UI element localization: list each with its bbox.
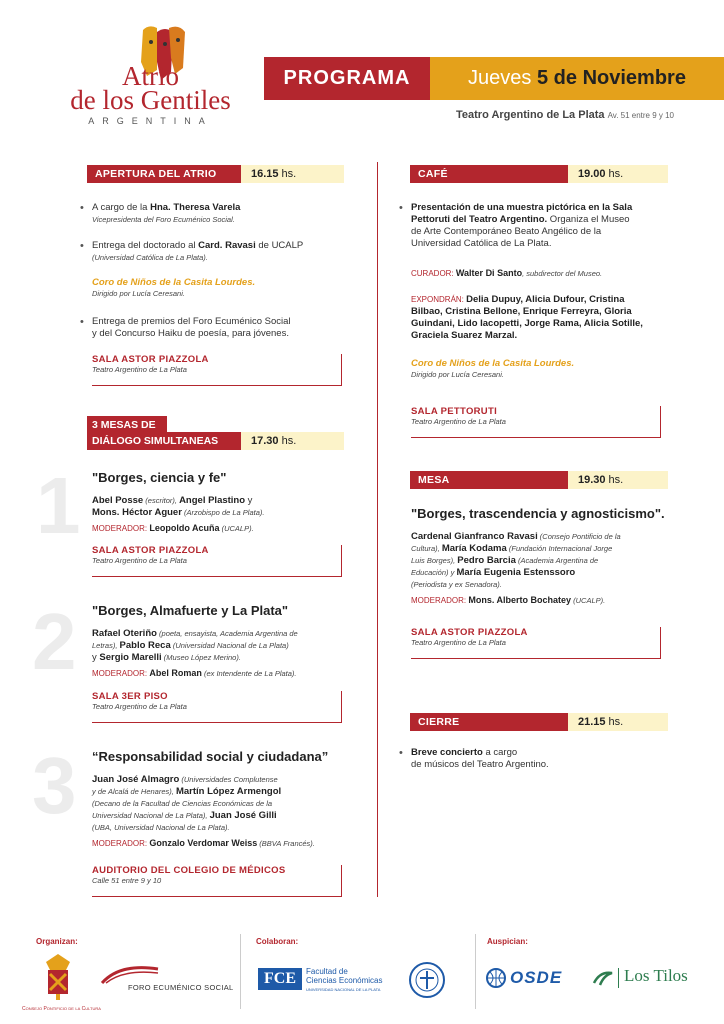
cierre-b1-r: a cargo — [482, 747, 518, 758]
apertura-header — [87, 165, 344, 183]
cierre-label: CIERRE — [410, 713, 568, 731]
apertura-b2-pre: Entrega del doctorado al — [92, 240, 199, 251]
cafe-b1-line3: de Arte Contemporáneo Beato Angélico de la — [411, 226, 602, 237]
mesa-main — [411, 506, 676, 606]
mesa-2-p1r: (poeta, ensayista, Academia Argentina de — [156, 629, 298, 638]
cierre-b1-name: Breve concierto — [411, 747, 483, 758]
mesa-main-p2: María Kodama — [441, 543, 507, 554]
foro-logo-icon — [100, 963, 160, 985]
mesa-main-p3: Pedro Barcia — [457, 555, 516, 566]
cafe-time-unit: hs. — [608, 168, 624, 180]
foro-name: FORO ECUMÉNICO SOCIAL — [128, 983, 234, 992]
mesa-2-p3r: (Museo López Merino). — [161, 653, 241, 662]
mesa-1-number: 1 — [36, 461, 81, 550]
cafe-time — [568, 165, 668, 183]
mesa-main-title: "Borges, trascendencia y agnosticismo". — [411, 506, 665, 521]
mesa-main-moderator — [411, 595, 676, 606]
mesa-main-room — [411, 627, 661, 659]
cafe-b1-line2: Pettoruti del Teatro Argentino. — [411, 214, 548, 225]
mesa-3-p2r2: Universidad Nacional de La Plata), — [92, 811, 210, 820]
mesa-time-unit: hs. — [608, 474, 624, 486]
mesa-main-p1r2: Cultura), — [411, 544, 442, 553]
vatican-seal-icon — [40, 952, 76, 1002]
mesa-1-room-name: SALA ASTOR PIAZZOLA — [92, 545, 209, 556]
mesa-3-p1: Juan José Almagro — [92, 774, 180, 785]
fce-line3: UNIVERSIDAD NACIONAL DE LA PLATA — [306, 987, 381, 992]
mesa-header — [410, 471, 668, 489]
mesa-1-p2r: y — [245, 495, 253, 506]
mesa-3-room — [92, 865, 342, 897]
date-month: de Noviembre — [553, 67, 686, 89]
fce-line1: Facultad de — [306, 967, 348, 976]
apertura-b2-post: de UCALP — [255, 240, 304, 251]
mesa-main-room-name: SALA ASTOR PIAZZOLA — [411, 627, 528, 638]
cafe-exp-line2: Bilbao, Cristina Bellone, Enrique Ferreyra, Gloria — [411, 306, 632, 317]
cierre-time-value: 21.15 — [578, 716, 606, 728]
mesa-main-p4: María Eugenia Estenssoro — [456, 567, 576, 578]
mesa-3-p3r: (UBA, Universidad Nacional de La Plata). — [92, 823, 230, 832]
mesa-2-p3pre: y — [92, 652, 100, 663]
mesa-2-moderator — [92, 668, 347, 679]
mesa-2-room-sub: Teatro Argentino de La Plata — [92, 702, 187, 711]
mesas-label-line2: DIÁLOGO SIMULTANEAS — [87, 432, 241, 450]
apertura-b2-name: Card. Ravasi — [198, 240, 256, 251]
mesa-3-number: 3 — [32, 741, 77, 830]
mesa-main-p4r: (Periodista y ex Senadora). — [411, 580, 502, 589]
apertura-label: APERTURA DEL ATRIO — [87, 165, 241, 183]
mesa-main-mod-label: MODERADOR: — [411, 596, 469, 605]
mesa-1-p2: Angel Plastino — [179, 495, 246, 506]
mesa-2-mod-label: MODERADOR: — [92, 669, 150, 678]
cafe-room-sub: Teatro Argentino de La Plata — [411, 417, 506, 426]
cafe-b1-line1: Presentación de una muestra pictórica en la Sala — [411, 202, 633, 213]
mesa-2-p1r2: Letras), — [92, 641, 120, 650]
mesa-3-mod-name: Gonzalo Verdomar Weiss — [149, 838, 258, 848]
footer-divider-1 — [240, 934, 241, 1009]
mesa-main-p2r: (Fundación Internacional Jorge — [506, 544, 613, 553]
lostilos-name: Los Tilos — [624, 966, 688, 985]
mesa-1-p1r: (escritor), — [143, 496, 180, 505]
ucalp-seal-icon — [408, 961, 446, 999]
mesa-2-number: 2 — [32, 597, 77, 686]
mesa-2-room — [92, 691, 342, 723]
mesa-2-panel — [92, 628, 347, 664]
apertura-time-unit: hs. — [281, 168, 297, 180]
mesa-3-p1r2: y de Alcalá de Henares), — [92, 787, 176, 796]
logo-subtitle: ARGENTINA — [88, 116, 213, 126]
apertura-b1-pre: A cargo de la — [92, 202, 151, 213]
cierre-item-1 — [411, 747, 671, 771]
osde-name: OSDE — [510, 968, 563, 987]
mesa-main-p1: Cardenal Gianfranco Ravasi — [411, 531, 538, 542]
osde-globe-icon — [486, 968, 506, 988]
cierre-time — [568, 713, 668, 731]
mesa-1-mod-label: MODERADOR: — [92, 524, 150, 533]
mesa-main-panel — [411, 531, 676, 591]
cafe-exp-line1: Delia Dupuy, Alicia Dufour, Cristina — [466, 294, 625, 305]
mesa-main-p3r2: Educación) y — [411, 568, 457, 577]
cierre-b1-line2: de músicos del Teatro Argentino. — [411, 759, 549, 770]
mesa-1-mod-name: Leopoldo Acuña — [149, 523, 220, 533]
cafe-time-value: 19.00 — [578, 168, 606, 180]
mesa-main-p2r2: Luis Borges), — [411, 556, 458, 565]
apertura-room-name: SALA ASTOR PIAZZOLA — [92, 354, 209, 365]
mesa-3-moderator — [92, 838, 352, 849]
mesa-1-mod-r: (UCALP). — [219, 524, 254, 533]
apertura-time-value: 16.15 — [251, 168, 279, 180]
apertura-coro-dir: Dirigido por Lucía Ceresani. — [92, 289, 185, 298]
column-divider — [377, 162, 378, 897]
apertura-room — [92, 354, 342, 386]
mesa-1-room — [92, 545, 342, 577]
apertura-item-3 — [92, 316, 342, 340]
cierre-time-unit: hs. — [608, 716, 624, 728]
mesas-label-line1: 3 MESAS DE — [87, 416, 167, 433]
apertura-coro-title: Coro de Niños de la Casita Lourdes. — [92, 277, 256, 288]
lostilos-leaf-icon — [592, 969, 614, 987]
apertura-b1-role: Vicepresidenta del Foro Ecuménico Social. — [92, 215, 235, 224]
mesa-1-panel — [92, 495, 347, 519]
mesa-3-p2: Martín López Armengol — [175, 786, 282, 797]
mesa-3-room-name: AUDITORIO DEL COLEGIO DE MÉDICOS — [92, 865, 286, 876]
mesa-2 — [92, 603, 347, 679]
mesa-time-value: 19.30 — [578, 474, 606, 486]
mesa-2-mod-r: (ex Intendente de La Plata). — [201, 669, 297, 678]
apertura-time — [241, 165, 344, 183]
apertura-item-1 — [92, 202, 342, 225]
fce-name — [306, 967, 382, 994]
apertura-b3-line1: • Entrega de premios del Foro Ecuménico Social — [92, 316, 291, 327]
mesa-main-p3r: (Academia Argentina de — [515, 556, 599, 565]
cafe-expondran — [411, 294, 671, 342]
venue-name: Teatro Argentino de La Plata — [456, 109, 605, 121]
cafe-b1-line4: Universidad Católica de La Plata. — [411, 238, 552, 249]
mesa-2-p3: Sergio Marelli — [99, 652, 162, 663]
apertura-coro — [92, 277, 342, 299]
cafe-b1-line2r: Organiza el Museo — [547, 214, 630, 225]
date-day: 5 — [536, 67, 549, 89]
mesa-1-p3r: (Arzobispo de La Plata). — [181, 508, 265, 517]
fce-line2: Ciencias Económicas — [306, 976, 383, 985]
mesas-header — [87, 416, 344, 450]
mesa-1-room-sub: Teatro Argentino de La Plata — [92, 556, 187, 565]
mesas-time-value: 17.30 — [251, 435, 279, 447]
mesa-1-title: "Borges, ciencia y fe" — [92, 470, 227, 485]
apertura-b2-role: (Universidad Católica de La Plata). — [92, 253, 208, 262]
cafe-room-name: SALA PETTORUTI — [411, 406, 498, 417]
mesa-2-p2: Pablo Reca — [119, 640, 171, 651]
cafe-curador — [411, 268, 671, 279]
mesa-3-room-sub: Calle 51 entre 9 y 10 — [92, 876, 162, 885]
mesa-main-p1r: (Consejo Pontificio de la — [537, 532, 621, 541]
cafe-exp-line3: Guindani, Lido Iacopetti, Jorge Rama, Alicia Sotille, — [411, 318, 643, 329]
apertura-b3-line2: y del Concurso Haiku de poesía, para jóvenes. — [92, 328, 289, 339]
apertura-item-2 — [92, 240, 342, 263]
mesa-3-mod-label: MODERADOR: — [92, 839, 150, 848]
mesa-1-p3: Mons. Héctor Aguer — [92, 507, 182, 518]
mesa-label: MESA — [410, 471, 568, 489]
header-venue — [456, 109, 724, 121]
date-prefix: Jueves — [468, 67, 532, 89]
cafe-coro — [411, 358, 671, 380]
venue-address: Av. 51 entre 9 y 10 — [607, 111, 675, 120]
date-banner — [430, 57, 724, 100]
mesa-2-title: "Borges, Almafuerte y La Plata" — [92, 603, 289, 618]
cafe-header — [410, 165, 668, 183]
mesa-3-mod-r: (BBVA Francés). — [257, 839, 315, 848]
logo — [68, 22, 233, 127]
mesa-3-panel — [92, 774, 352, 834]
mesa-2-p2r: (Universidad Nacional de La Plata) — [170, 641, 289, 650]
apertura-b1-name: Hna. Theresa Varela — [150, 202, 241, 213]
cafe-exp-line4: Graciela Suarez Marzal. — [411, 330, 518, 341]
programa-banner: PROGRAMA — [264, 57, 430, 100]
mesa-time — [568, 471, 668, 489]
cafe-item-1 — [411, 202, 671, 250]
cierre-header — [410, 713, 668, 731]
mesa-1 — [92, 470, 347, 534]
footer-organizan: Organizan: — [36, 937, 78, 946]
cafe-label: CAFÉ — [410, 165, 568, 183]
logo-title-line1: Atrio — [122, 61, 179, 91]
mesas-time-unit: hs. — [281, 435, 297, 447]
mesa-main-room-sub: Teatro Argentino de La Plata — [411, 638, 506, 647]
mesas-time — [241, 432, 344, 450]
cafe-exp-label: EXPONDRÁN: — [411, 295, 467, 304]
cafe-curador-name: Walter Di Santo — [455, 268, 523, 278]
cafe-coro-title: Coro de Niños de la Casita Lourdes. — [411, 358, 575, 369]
footer-auspician: Auspician: — [487, 937, 528, 946]
mesa-3 — [92, 749, 352, 849]
cafe-room — [411, 406, 661, 438]
fce-logo-icon: FCE — [258, 968, 302, 990]
mesa-3-p2r: (Decano de la Facultad de Ciencias Económicas de la — [92, 799, 273, 808]
mesa-main-mod-name: Mons. Alberto Bochatey — [468, 595, 572, 605]
logo-title-line2: de los Gentiles — [70, 85, 231, 115]
mesa-2-room-name: SALA 3ER PISO — [92, 691, 168, 702]
footer-colaboran: Colaboran: — [256, 937, 299, 946]
cafe-curador-role: , subdirector del Museo. — [522, 269, 603, 278]
mesa-2-p1: Rafael Oteriño — [92, 628, 157, 639]
cafe-curador-label: CURADOR: — [411, 269, 456, 278]
mesa-1-p1: Abel Posse — [92, 495, 144, 506]
mesa-main-mod-r: (UCALP). — [571, 596, 606, 605]
mesa-3-p3: Juan José Gilli — [209, 810, 277, 821]
apertura-room-sub: Teatro Argentino de La Plata — [92, 365, 187, 374]
mesa-3-p1r: (Universidades Complutense — [179, 775, 278, 784]
footer-divider-2 — [475, 934, 476, 1009]
mesa-1-moderator — [92, 523, 347, 534]
consejo-name: Consejo Pontificio de la Cultura — [22, 1006, 101, 1012]
mesa-2-mod-name: Abel Roman — [149, 668, 202, 678]
cafe-coro-dir: Dirigido por Lucía Ceresani. — [411, 370, 504, 379]
lostilos-divider — [618, 968, 619, 988]
mesa-3-title: “Responsabilidad social y ciudadana” — [92, 749, 329, 764]
